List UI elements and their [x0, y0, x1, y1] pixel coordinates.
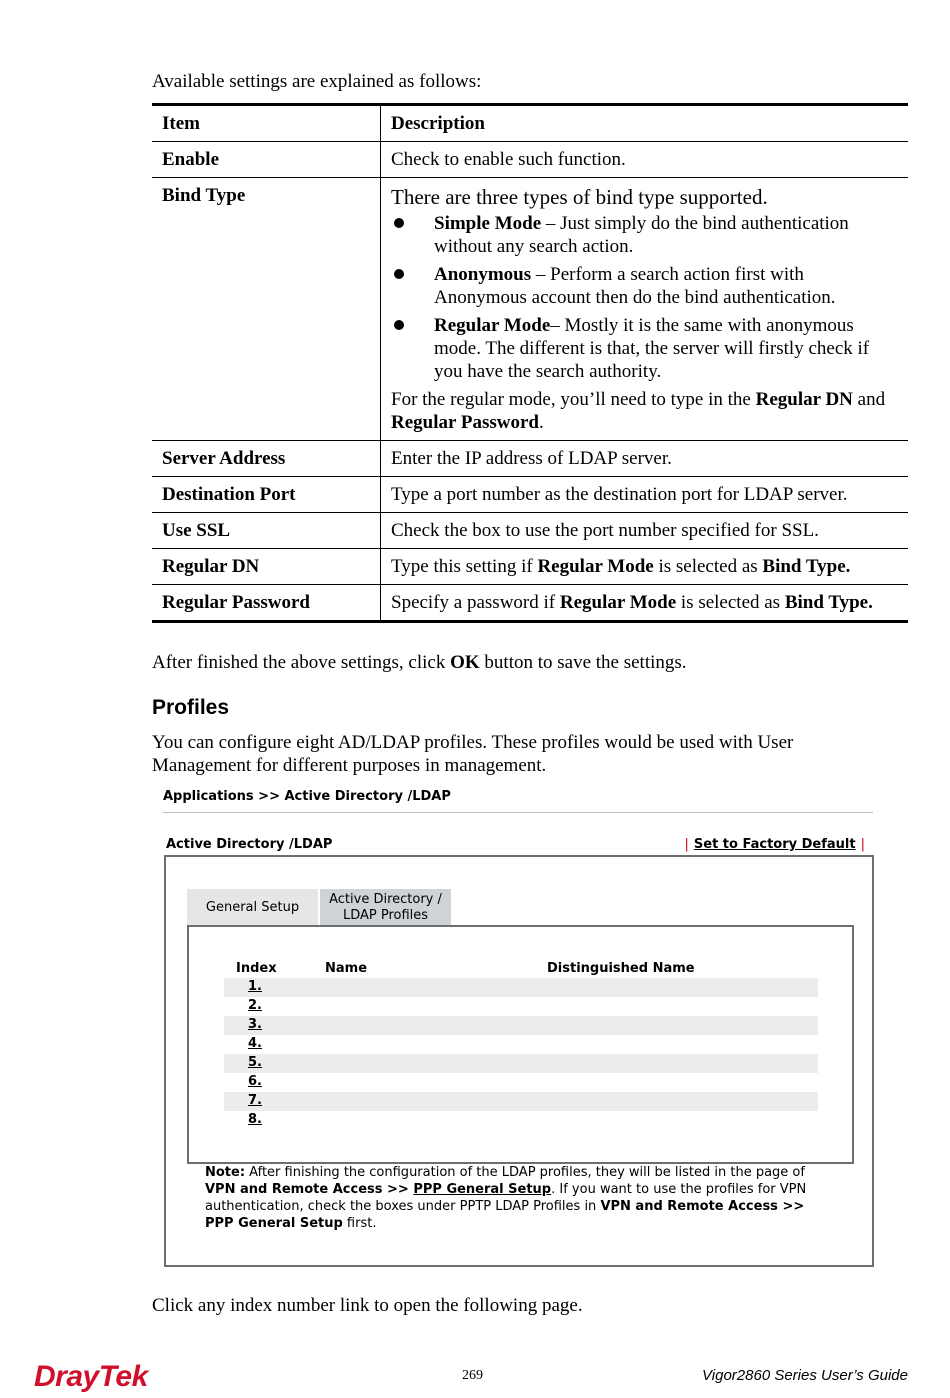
- table-row: [152, 142, 908, 178]
- logo-part: Dray: [34, 1360, 99, 1393]
- bind-type-tail: [391, 388, 900, 434]
- index-link[interactable]: 2.: [248, 998, 262, 1013]
- desc-text: is selected as: [676, 592, 785, 613]
- after-text-part: After finished the above settings, click: [152, 652, 451, 673]
- list-item: [391, 212, 900, 258]
- note-part: After finishing the configuration of the LDAP profiles, they will be listed in the page of: [245, 1165, 805, 1180]
- row-description: Type a port number as the destination port for LDAP server.: [381, 477, 909, 513]
- row-item: Enable: [152, 142, 381, 178]
- bullet-text: – Perform a search action first with Anonymous account then do the bind authentication.: [434, 264, 836, 308]
- note-text: [205, 1164, 830, 1232]
- settings-table: [152, 103, 908, 623]
- row-item: Bind Type: [152, 178, 381, 441]
- table-row: [224, 997, 818, 1016]
- table-row: [152, 585, 908, 622]
- note-part: . If you want to use the profiles for VPN authentication, check the boxes under PPTP LDAP Profiles in: [205, 1182, 807, 1214]
- table-row: [224, 1073, 818, 1092]
- row-item: Destination Port: [152, 477, 381, 513]
- bind-type-list: [391, 212, 900, 383]
- table-row: [152, 549, 908, 585]
- table-row: [152, 513, 908, 549]
- after-text: [152, 651, 687, 674]
- index-link[interactable]: 8.: [248, 1112, 262, 1127]
- bullet-term: Simple Mode: [434, 213, 542, 234]
- column-header-index: Index: [236, 961, 277, 976]
- header-item: Item: [152, 105, 381, 142]
- header-description: Description: [381, 105, 909, 142]
- row-description: Check the box to use the port number specified for SSL.: [381, 513, 909, 549]
- separator: |: [684, 837, 689, 852]
- tab-ldap-profiles[interactable]: [320, 889, 451, 926]
- tab-general-setup[interactable]: [187, 889, 318, 926]
- table-row: [224, 1111, 818, 1130]
- table-row: [224, 1016, 818, 1035]
- note-part: first.: [342, 1216, 377, 1231]
- bullet-icon: [394, 320, 404, 330]
- index-link[interactable]: 6.: [248, 1074, 262, 1089]
- index-link[interactable]: 5.: [248, 1055, 262, 1070]
- tail-text: For the regular mode, you’ll need to type in the: [391, 389, 756, 410]
- table-header-row: [152, 105, 908, 142]
- bullet-icon: [394, 269, 404, 279]
- row-description: [381, 585, 909, 622]
- column-header-dn: Distinguished Name: [547, 961, 695, 976]
- desc-text: Type this setting if: [391, 556, 538, 577]
- after-text-part: button to save the settings.: [479, 652, 687, 673]
- tail-bold: Regular DN: [755, 389, 853, 410]
- table-row: [152, 178, 908, 441]
- bullet-term: Anonymous: [434, 264, 532, 285]
- note-bold: VPN and Remote Access >>: [205, 1182, 414, 1197]
- index-link[interactable]: 7.: [248, 1093, 262, 1108]
- table-row: [152, 477, 908, 513]
- tail-text: and: [852, 389, 886, 410]
- section-title: Profiles: [152, 696, 230, 719]
- page-number: 269: [462, 1368, 483, 1383]
- row-description: [381, 178, 909, 441]
- index-link[interactable]: 4.: [248, 1036, 262, 1051]
- panel-title: Active Directory /LDAP: [166, 837, 333, 852]
- ok-label: OK: [450, 652, 480, 673]
- set-factory-default-link[interactable]: Set to Factory Default: [693, 837, 856, 852]
- list-item: [391, 314, 900, 383]
- bullet-text: – Mostly it is the same with anonymous mode. The different is that, the server will firstly check if you have the search authority.: [434, 315, 870, 382]
- intro-text: Available settings are explained as follows:: [152, 71, 482, 92]
- guide-title: Vigor2860 Series User’s Guide: [702, 1367, 908, 1384]
- tab-label: General Setup: [205, 899, 300, 915]
- note-label: Note:: [205, 1165, 246, 1180]
- desc-text: is selected as: [653, 556, 763, 577]
- ppp-general-setup-link[interactable]: PPP General Setup: [413, 1182, 552, 1197]
- desc-bold: Regular Mode: [559, 592, 677, 613]
- index-link[interactable]: 1.: [248, 979, 262, 994]
- row-item: Regular Password: [152, 585, 381, 622]
- click-text: Click any index number link to open the following page.: [152, 1295, 583, 1316]
- table-row: [224, 1092, 818, 1111]
- tab-label: Active Directory /: [329, 891, 442, 907]
- index-link[interactable]: 3.: [248, 1017, 262, 1032]
- tail-bold: Regular Password: [391, 412, 539, 433]
- draytek-logo: [34, 1360, 148, 1394]
- tail-text: .: [538, 412, 544, 433]
- row-description: Enter the IP address of LDAP server.: [381, 441, 909, 477]
- row-description: Check to enable such function.: [381, 142, 909, 178]
- column-header-name: Name: [325, 961, 368, 976]
- profiles-intro: You can configure eight AD/LDAP profiles. These profiles would be used with User Management for different purposes in management.: [152, 732, 794, 776]
- profiles-table: [224, 958, 818, 1138]
- table-row: [152, 441, 908, 477]
- row-description: [381, 549, 909, 585]
- bullet-term: Regular Mode: [434, 315, 551, 336]
- table-row: [224, 978, 818, 997]
- bind-type-lead: There are three types of bind type supported.: [391, 185, 768, 209]
- list-item: [391, 263, 900, 309]
- desc-bold: Bind Type.: [762, 556, 851, 577]
- row-item: Regular DN: [152, 549, 381, 585]
- desc-bold: Regular Mode: [537, 556, 654, 577]
- row-item: Use SSL: [152, 513, 381, 549]
- desc-bold: Bind Type.: [784, 592, 873, 613]
- breadcrumb-divider: [163, 812, 873, 813]
- logo-part: Tek: [98, 1360, 148, 1393]
- table-row: [224, 1054, 818, 1073]
- row-item: Server Address: [152, 441, 381, 477]
- breadcrumb: Applications >> Active Directory /LDAP: [163, 789, 451, 804]
- note-bold: VPN and Remote Access >> PPP General Setup: [205, 1199, 805, 1231]
- bullet-text: – Just simply do the bind authentication without any search action.: [434, 213, 849, 257]
- separator: |: [860, 837, 865, 852]
- desc-text: Specify a password if: [391, 592, 560, 613]
- tab-label: LDAP Profiles: [342, 907, 429, 923]
- bullet-icon: [394, 218, 404, 228]
- factory-default-area: [680, 837, 871, 852]
- table-row: [224, 1035, 818, 1054]
